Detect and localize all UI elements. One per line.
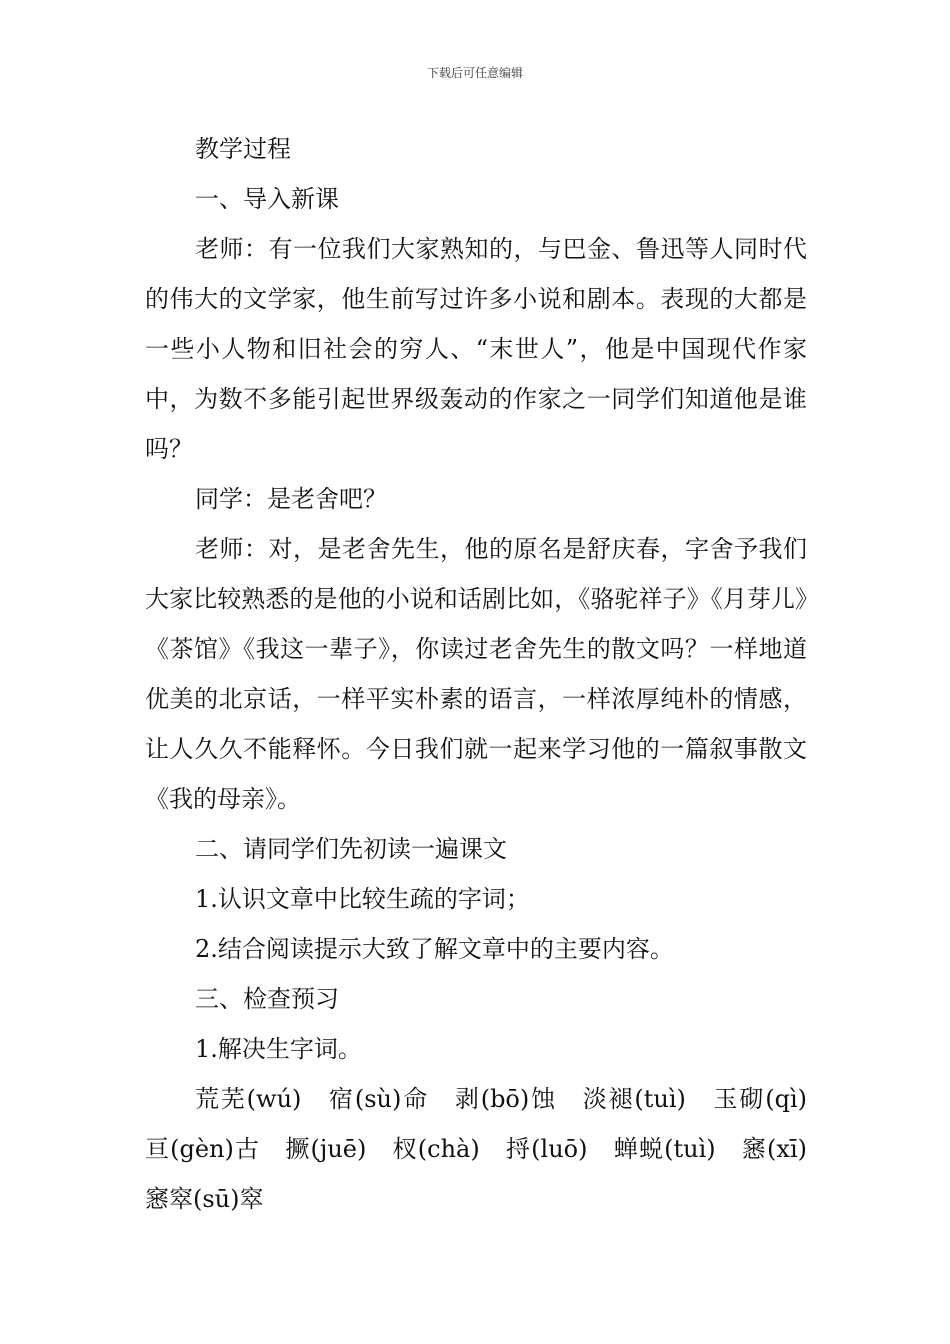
list-item-words: 1.认识文章中比较生疏的字词； (195, 885, 530, 913)
vocabulary-list: 荒芜(wú) 宿(sù)命 剥(bō)蚀 淡褪(tuì) 玉砌(qì) 亘(gèn)古 撅(juē) 杈(chà) 捋(luō) 蝉蜕(tuì) 窸(xī)窸窣(sū)窣 (145, 1085, 831, 1213)
paragraph-teacher-explain: 老师：对，是老舍先生，他的原名是舒庆春，字舍予我们大家比较熟悉的是他的小说和话剧比如，《骆驼祥子》《月芽儿》《茶馆》《我这一辈子》，你读过老舍先生的散文吗？一样地道优美的北京话，一样平实朴素的语言，一样浓厚纯朴的情感，让人久久不能释怀。今日我们就一起来学习他的一篇叙事散文《我的母亲》。 (145, 535, 807, 813)
heading-teaching-process: 教学过程 (195, 135, 291, 163)
page-header: 下载后可任意编辑 (426, 66, 523, 80)
section-heading-first-read: 二、请同学们先初读一遍课文 (195, 835, 507, 863)
paragraph-student-answer: 同学：是老舍吧？ (195, 485, 387, 513)
document-body (145, 124, 831, 1224)
list-item-new-words: 1.解决生字词。 (195, 1035, 362, 1063)
section-heading-preview: 三、检查预习 (195, 985, 339, 1013)
list-item-content: 2.结合阅读提示大致了解文章中的主要内容。 (195, 935, 674, 963)
section-heading-intro: 一、导入新课 (195, 185, 339, 213)
paragraph-teacher-intro: 老师：有一位我们大家熟知的，与巴金、鲁迅等人同时代的伟大的文学家，他生前写过许多小说和剧本。表现的大都是一些小人物和旧社会的穷人、“末世人”，他是中国现代作家中，为数不多能引起世界级轰动的作家之一同学们知道他是谁吗？ (145, 235, 807, 463)
